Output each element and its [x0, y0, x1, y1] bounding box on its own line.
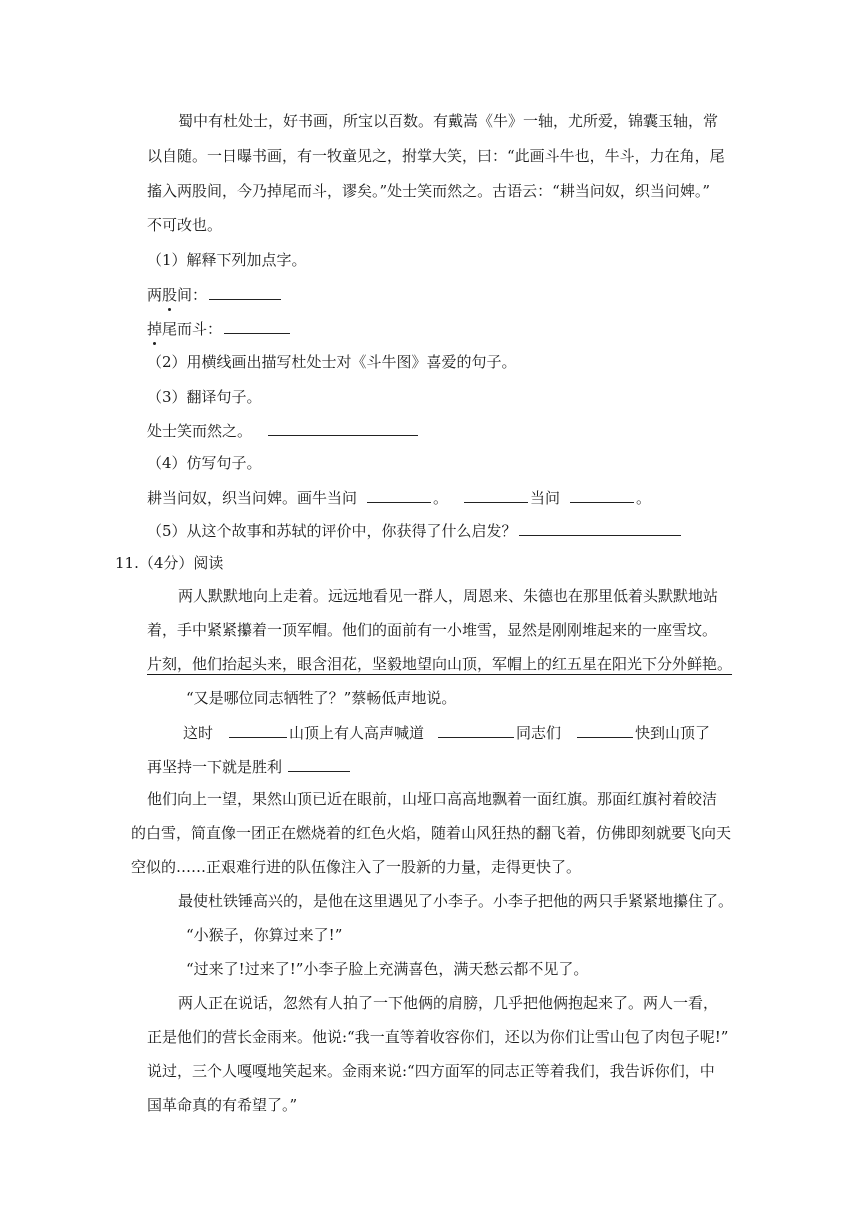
- q4-part3: 当问: [530, 489, 561, 507]
- q4-row: [147, 486, 651, 508]
- q4-part2: 。: [433, 489, 449, 507]
- q1-item-1: [147, 283, 283, 305]
- q11-header: 11.（4分）阅读: [115, 554, 224, 572]
- q3-title: （3）翻译句子。: [147, 388, 262, 406]
- passage2-p8-line-3: 说过，三个人嘎嘎地笑起来。金雨来说:“四方面军的同志正等着我们，我告诉你们，中: [147, 1062, 715, 1080]
- passage2-p3-e: 再坚持一下就是胜利: [147, 758, 283, 776]
- q1-item1-dotted-char: 股: [162, 286, 178, 304]
- q5-row: [147, 519, 683, 541]
- q4-blank-3[interactable]: [570, 486, 634, 503]
- q2-title: （2）用横线画出描写杜处士对《斗牛图》喜爱的句子。: [147, 353, 517, 371]
- passage2-p5: 最使杜铁锤高兴的，是他在这里遇见了小李子。小李子把他的两只手紧紧地攥住了。: [178, 892, 734, 910]
- passage2-p3-d: 快到山顶了: [635, 724, 711, 742]
- q4-blank-2[interactable]: [464, 486, 528, 503]
- q1-item-2: [147, 317, 292, 339]
- passage2-p8-line-1: 两人正在说话，忽然有人拍了一下他俩的肩膀，几乎把他俩抱起来了。两人一看，: [178, 994, 719, 1012]
- q4-part1: 耕当问奴，织当问婢。画牛当问: [147, 489, 358, 507]
- passage2-p6: “小猴子，你算过来了!”: [186, 926, 343, 944]
- q1-title: （1）解释下列加点字。: [147, 251, 307, 269]
- passage2-p4-line-2: 的白雪，简直像一团正在燃烧着的红色火焰，随着山风狂热的翻飞着，仿佛即刻就要飞向天: [131, 824, 732, 842]
- q4-title: （4）仿写句子。: [147, 454, 262, 472]
- q3-sentence-row: [147, 419, 420, 441]
- q1-item2-answer-blank[interactable]: [224, 317, 290, 334]
- passage2-p1-line-2: 着，手中紧紧攥着一顶军帽。他们的面前有一小堆雪，显然是刚刚堆起来的一座雪坟。: [147, 621, 718, 639]
- q1-item1-answer-blank[interactable]: [209, 283, 281, 300]
- q1-item1-pre: 两: [147, 286, 163, 304]
- q4-blank-1[interactable]: [367, 486, 431, 503]
- passage2-p4-line-3: 空似的……正艰难行进的队伍像注入了一股新的力量，走得更快了。: [131, 858, 582, 876]
- passage2-p4-line-1: 他们向上一望，果然山顶已近在眼前，山垭口高高地飘着一面红旗。那面红旗衬着皎洁: [147, 790, 718, 808]
- punctuation-blank-4[interactable]: [288, 755, 350, 772]
- passage2-p7: “过来了!过来了!”小李子脸上充满喜色，满天愁云都不见了。: [186, 960, 589, 978]
- passage2-p3-row: [183, 721, 710, 743]
- passage2-p2: “又是哪位同志牺牲了？”蔡畅低声地说。: [186, 689, 457, 707]
- q1-item2-dotted-char: 掉: [147, 320, 163, 338]
- q1-item1-post: 间：: [177, 286, 208, 304]
- punctuation-blank-1[interactable]: [229, 721, 287, 738]
- passage2-p8-line-4: 国革命真的有希望了。”: [147, 1096, 298, 1114]
- passage1-line-1: 蜀中有杜处士，好书画，所宝以百数。有戴嵩《牛》一轴，尤所爱，锦囊玉轴，常: [178, 112, 719, 130]
- passage1-line-4: 不可改也。: [147, 216, 223, 234]
- q5-title: （5）从这个故事和苏轼的评价中，你获得了什么启发？: [147, 522, 517, 540]
- passage2-p8-line-2: 正是他们的营长金雨来。他说:“我一直等着收容你们，还以为你们让雪山包了肉包子呢!”: [147, 1028, 729, 1046]
- passage2-p3-row-2: [147, 755, 352, 777]
- passage2-p1-line-1: 两人默默地向上走着。远远地看见一群人，周恩来、朱德也在那里低着头默默地站: [178, 587, 719, 605]
- q1-item2-post: 尾而斗：: [162, 320, 223, 338]
- passage1-line-2: 以自随。一日曝书画，有一牧童见之，拊掌大笑，曰：“此画斗牛也，牛斗，力在角，尾: [147, 147, 725, 165]
- q3-answer-blank[interactable]: [268, 419, 418, 436]
- passage1-line-3: 搐入两股间，今乃掉尾而斗，谬矣。”处士笑而然之。古语云：“耕当问奴，织当问婢。”: [147, 182, 711, 200]
- passage2-p1-line-3-underlined: 片刻，他们抬起头来，眼含泪花，坚毅地望向山顶，军帽上的红五星在阳光下分外鲜艳。: [147, 655, 733, 673]
- q3-sentence: 处士笑而然之。: [147, 422, 253, 440]
- q4-part4: 。: [636, 489, 652, 507]
- q5-answer-blank[interactable]: [519, 519, 681, 536]
- passage2-p3-a: 这时: [183, 724, 214, 742]
- punctuation-blank-2[interactable]: [438, 721, 514, 738]
- punctuation-blank-3[interactable]: [577, 721, 633, 738]
- passage2-p3-b: 山顶上有人高声喊道: [289, 724, 425, 742]
- passage2-p3-c: 同志们: [516, 724, 562, 742]
